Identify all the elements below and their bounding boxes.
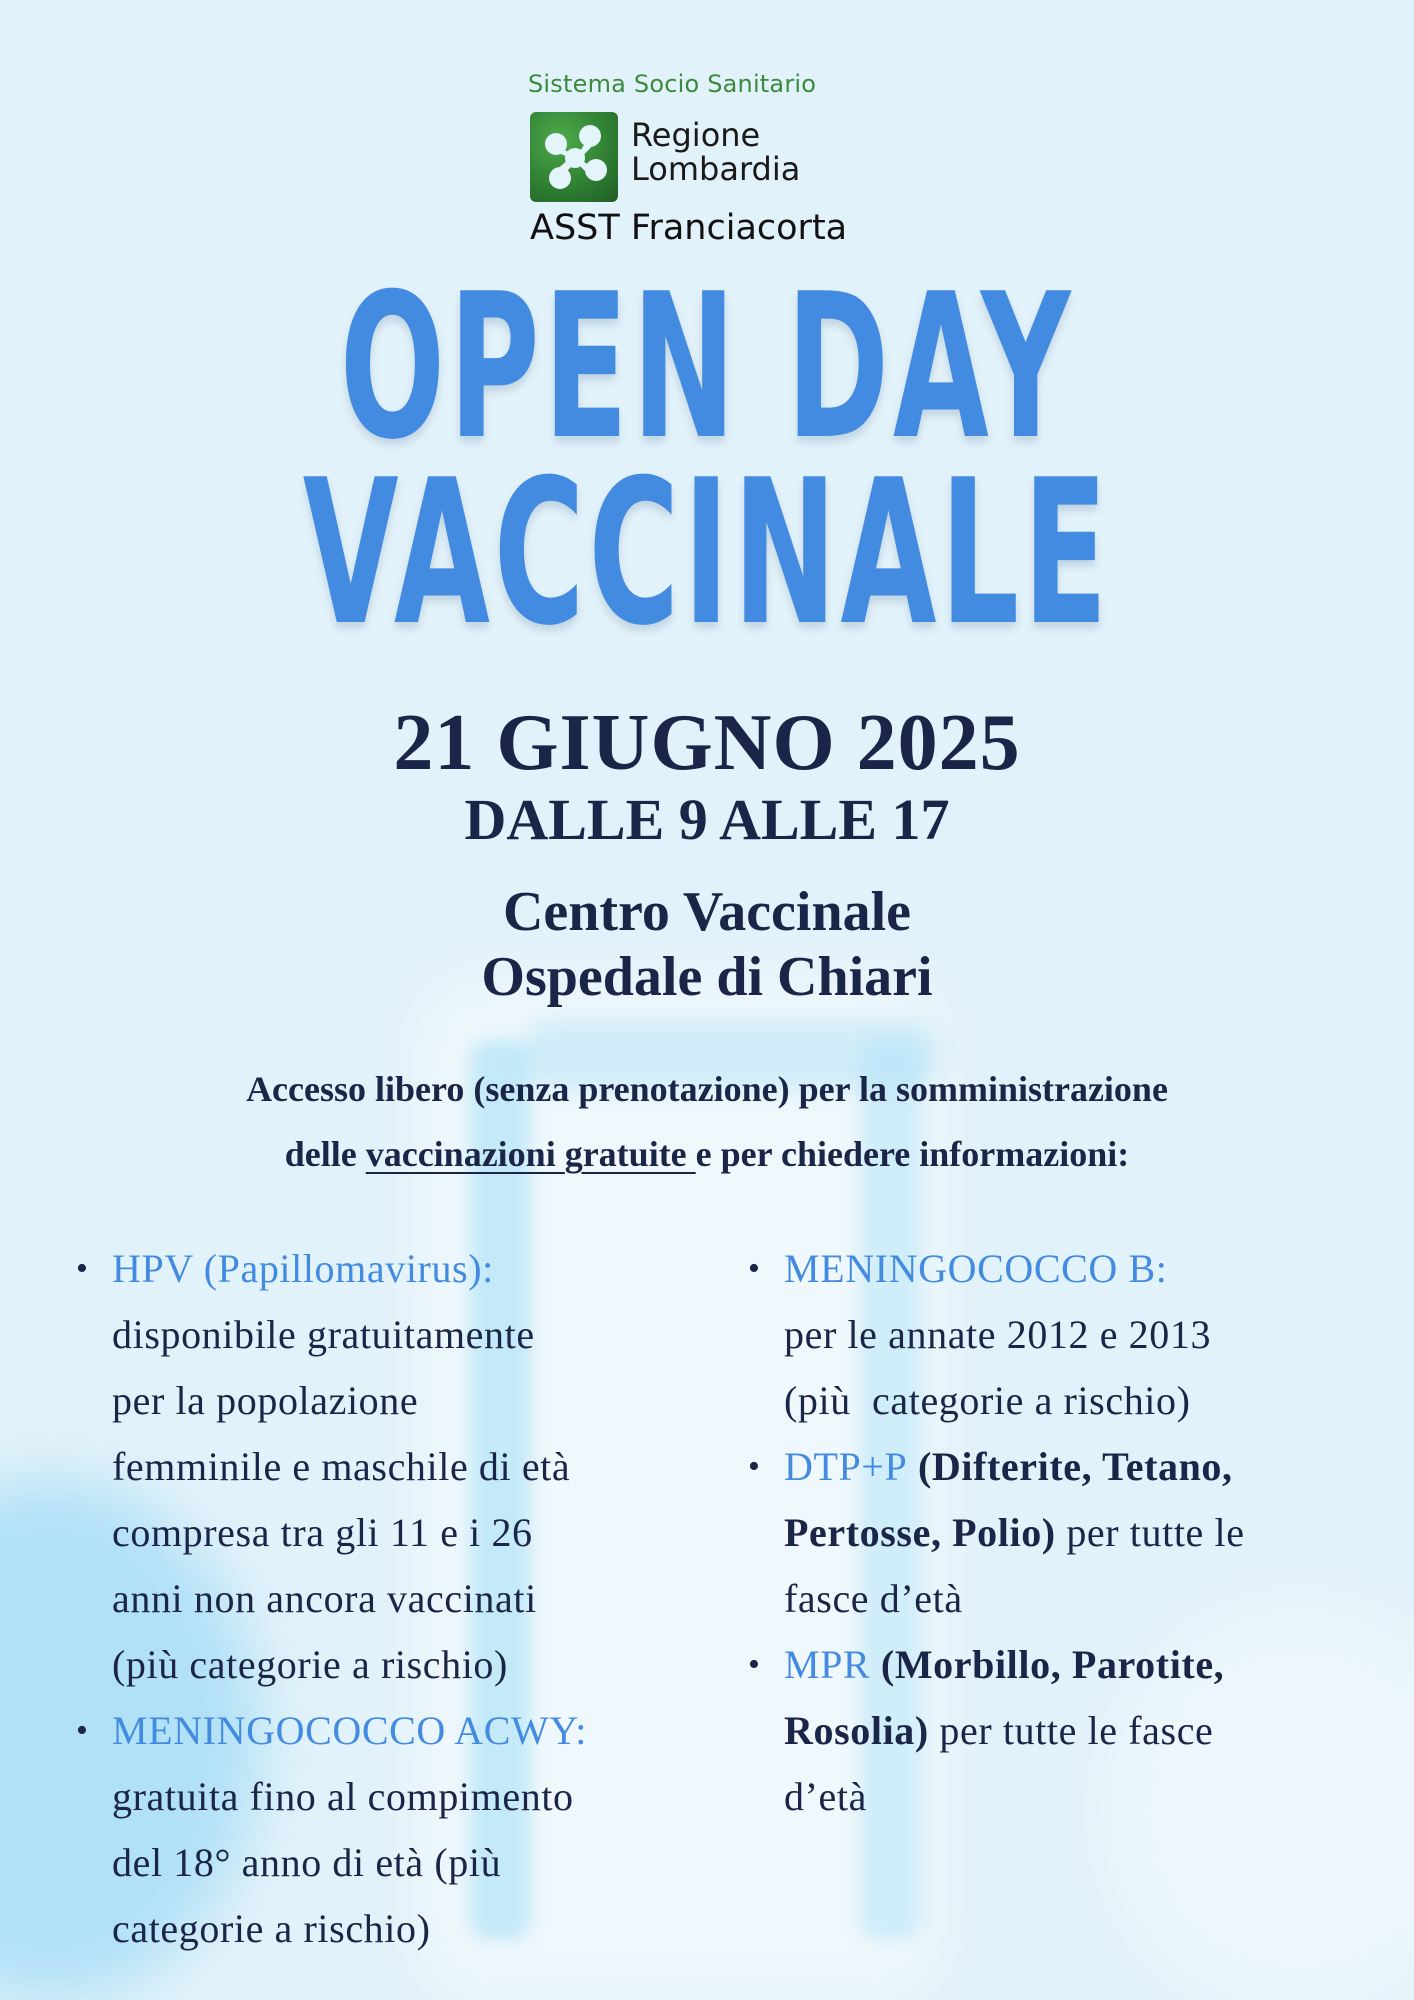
vaccine-item-dtp-p bbox=[748, 1434, 1368, 1632]
intro-line-1: Accesso libero (senza prenotazione) per la somministrazione bbox=[246, 1069, 1168, 1109]
event-date: 21 GIUGNO 2025 bbox=[393, 699, 1021, 787]
vaccine-name: DTP+P bbox=[784, 1444, 908, 1489]
system-label: Sistema Socio Sanitario bbox=[528, 70, 817, 98]
vaccine-detail: compresa tra gli 11 e i 26 bbox=[112, 1510, 533, 1555]
vaccine-name: MENINGOCOCCO ACWY: bbox=[112, 1708, 587, 1753]
vaccine-line bbox=[784, 1632, 1368, 1698]
bullet-icon: • bbox=[76, 1712, 89, 1749]
vaccine-name: HPV (Papillomavirus): bbox=[112, 1246, 494, 1291]
vaccine-item-hpv bbox=[76, 1236, 696, 1698]
region-name bbox=[631, 118, 800, 186]
vaccine-line bbox=[784, 1434, 1368, 1500]
intro-underlined: vaccinazioni bbox=[365, 1134, 565, 1174]
vaccine-detail: per le annate 2012 e 2013 bbox=[784, 1312, 1212, 1357]
vaccine-detail: fasce d’età bbox=[784, 1576, 963, 1621]
organization-name: ASST Franciacorta bbox=[530, 208, 848, 248]
bullet-icon: • bbox=[748, 1250, 761, 1287]
event-place-line-2: Ospedale di Chiari bbox=[481, 946, 933, 1008]
vaccine-detail: d’età bbox=[784, 1774, 867, 1819]
vaccine-detail-bold: (Difterite, Tetano, bbox=[907, 1444, 1233, 1489]
bullet-icon: • bbox=[748, 1646, 761, 1683]
vaccine-line bbox=[784, 1698, 1368, 1764]
vaccine-item-meningococco-acwy bbox=[76, 1698, 696, 1962]
bullet-icon: • bbox=[76, 1250, 89, 1287]
vaccine-list-left bbox=[76, 1236, 696, 1962]
event-place-line-1: Centro Vaccinale bbox=[502, 881, 912, 943]
vaccine-line bbox=[784, 1500, 1368, 1566]
region-line-2: Lombardia bbox=[631, 150, 801, 188]
intro-underlined: gratuite bbox=[564, 1134, 696, 1174]
bullet-icon: • bbox=[748, 1448, 761, 1485]
vaccine-detail: per la popolazione bbox=[112, 1378, 419, 1423]
vaccine-detail: femminile e maschile di età bbox=[112, 1444, 571, 1489]
intro-text: e per chiedere informazioni: bbox=[695, 1134, 1130, 1174]
vaccine-detail: del 18° anno di età (più bbox=[112, 1840, 502, 1885]
vaccine-name: MPR bbox=[784, 1642, 871, 1687]
vaccine-list-right bbox=[748, 1236, 1368, 1830]
region-line-1: Regione bbox=[631, 116, 761, 154]
title-line-1: OPEN DAY bbox=[339, 251, 1075, 484]
vaccine-detail: categorie a rischio) bbox=[112, 1906, 431, 1951]
vaccine-detail: disponibile gratuitamente bbox=[112, 1312, 535, 1357]
vaccine-detail-bold: (Morbillo, Parotite, bbox=[870, 1642, 1225, 1687]
lombardia-rose-icon bbox=[530, 112, 618, 202]
vaccine-detail: gratuita fino al compimento bbox=[112, 1774, 574, 1819]
vaccine-detail: per tutte le bbox=[1055, 1510, 1245, 1555]
vaccine-item-mpr bbox=[748, 1632, 1368, 1830]
intro-text: delle bbox=[284, 1134, 366, 1174]
vaccine-detail: (più categorie a rischio) bbox=[784, 1378, 1191, 1423]
event-hours: DALLE 9 ALLE 17 bbox=[464, 787, 950, 852]
title-line-2: VACCINALE bbox=[302, 437, 1112, 670]
vaccine-detail: anni non ancora vaccinati bbox=[112, 1576, 537, 1621]
vaccine-detail-bold: Rosolia) bbox=[784, 1708, 929, 1753]
vaccine-detail: per tutte le fasce bbox=[928, 1708, 1214, 1753]
vaccine-detail-bold: Pertosse, Polio) bbox=[784, 1510, 1056, 1555]
intro-line-2 bbox=[0, 1133, 1414, 1175]
vaccine-detail: (più categorie a rischio) bbox=[112, 1642, 508, 1687]
vaccine-name: MENINGOCOCCO B: bbox=[784, 1246, 1168, 1291]
vaccine-item-meningococco-b bbox=[748, 1236, 1368, 1434]
